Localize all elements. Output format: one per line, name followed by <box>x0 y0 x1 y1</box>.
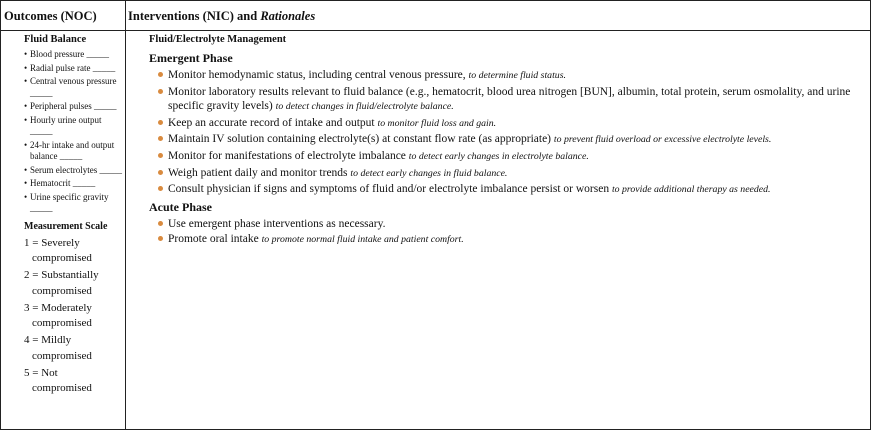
measurement-scale-list <box>24 236 124 397</box>
outcome-indicator: • Central venous pressure _____ <box>24 76 124 99</box>
bullet-dot <box>158 153 163 158</box>
scale-item-label: 4 = Mildly <box>24 334 72 346</box>
outcome-indicator: • Urine specific gravity _____ <box>24 192 124 215</box>
intervention-item <box>158 149 867 164</box>
rationale-text: to determine fluid status. <box>468 70 566 81</box>
rationale-text: to detect early changes in fluid balance. <box>350 167 508 179</box>
column-divider <box>125 0 126 430</box>
scale-item <box>24 333 124 364</box>
fluid-balance-heading: Fluid Balance <box>24 34 87 45</box>
rationales-header-word: Rationales <box>260 9 316 23</box>
table-header <box>0 0 871 31</box>
intervention-item <box>158 166 867 181</box>
intervention-item <box>158 217 867 231</box>
outcome-indicator: • Hematocrit _____ <box>24 178 124 190</box>
acute-phase-title: Acute Phase <box>149 199 212 214</box>
scale-item-text: compromised <box>32 284 92 297</box>
interventions-column <box>149 32 867 249</box>
intervention-text: Consult physician if signs and symptoms of fluid and/or electrolyte imbalance persist or worsen <box>168 183 610 196</box>
intervention-text: Monitor for manifestations of electrolyte imbalance <box>168 150 406 163</box>
section-title: Fluid/Electrolyte Management <box>149 34 287 45</box>
interventions-column-header <box>128 9 315 24</box>
interventions-header-prefix: Interventions (NIC) and <box>128 9 261 23</box>
scale-item-label: 1 = Severely <box>24 236 80 249</box>
scale-item-text: compromised <box>32 317 92 329</box>
emergent-intervention-list <box>158 68 867 198</box>
scale-item-label: 3 = Moderately <box>24 301 92 314</box>
intervention-item <box>158 132 867 147</box>
intervention-item <box>158 85 867 114</box>
bullet-dot <box>158 170 163 175</box>
measurement-scale-title: Measurement Scale <box>24 220 108 232</box>
outcome-indicator: • 24-hr intake and output balance _____ <box>24 140 124 163</box>
rationale-text: to prevent fluid overload or excessive electrolyte levels. <box>553 134 772 146</box>
scale-item-text: compromised <box>32 349 92 362</box>
rationale-text: to detect changes in fluid/electrolyte balance. <box>275 100 454 112</box>
scale-item-text: compromised <box>32 382 92 394</box>
bullet-dot <box>158 72 163 77</box>
outcomes-column-header: Outcomes (NOC) <box>4 9 97 23</box>
outcome-indicator: • Peripheral pulses _____ <box>24 101 124 113</box>
outcome-indicator: • Blood pressure _____ <box>24 49 124 61</box>
bullet-dot <box>158 120 163 125</box>
scale-item-label: 5 = Not <box>24 366 58 379</box>
intervention-item <box>158 182 867 197</box>
outcome-indicator: • Serum electrolytes _____ <box>24 165 124 177</box>
intervention-text: Promote oral intake <box>168 233 259 246</box>
intervention-text: Monitor hemodynamic status, including central venous pressure, <box>168 69 466 81</box>
rationale-text: to monitor fluid loss and gain. <box>377 117 497 129</box>
scale-item-label: 2 = Substantially <box>24 269 99 281</box>
bullet-dot <box>158 136 163 141</box>
intervention-text: Use emergent phase interventions as necessary. <box>168 217 386 230</box>
rationale-text: to detect early changes in electrolyte balance. <box>408 151 589 163</box>
bullet-dot <box>158 221 163 226</box>
intervention-text: Maintain IV solution containing electrolyte(s) at constant flow rate (as appropriate) <box>168 133 551 146</box>
intervention-item <box>158 68 867 83</box>
intervention-text: Weigh patient daily and monitor trends <box>168 166 348 179</box>
intervention-text: Keep an accurate record of intake and output <box>168 116 375 129</box>
bullet-dot <box>158 236 163 241</box>
scale-item <box>24 268 124 299</box>
outcome-indicator: • Hourly urine output _____ <box>24 115 124 138</box>
intervention-text: Monitor laboratory results relevant to fluid balance (e.g., hematocrit, blood urea nitrogen [BUN], albumin, total protein, serum osmolality, and urine specific gravity levels) <box>168 85 851 112</box>
bullet-dot <box>158 186 163 191</box>
intervention-item <box>158 232 867 247</box>
outcomes-column <box>4 32 124 398</box>
acute-intervention-list <box>158 217 867 248</box>
outcome-indicator-list <box>24 49 124 215</box>
scale-item-text: compromised <box>32 252 92 264</box>
emergent-phase-title: Emergent Phase <box>149 51 233 65</box>
scale-item <box>24 366 124 397</box>
bullet-dot <box>158 89 163 94</box>
rationale-text: to provide additional therapy as needed. <box>611 184 771 196</box>
rationale-text: to promote normal fluid intake and patient comfort. <box>261 234 464 246</box>
intervention-item <box>158 116 867 131</box>
scale-item <box>24 236 124 267</box>
scale-item <box>24 301 124 332</box>
outcome-indicator: • Radial pulse rate _____ <box>24 63 124 75</box>
